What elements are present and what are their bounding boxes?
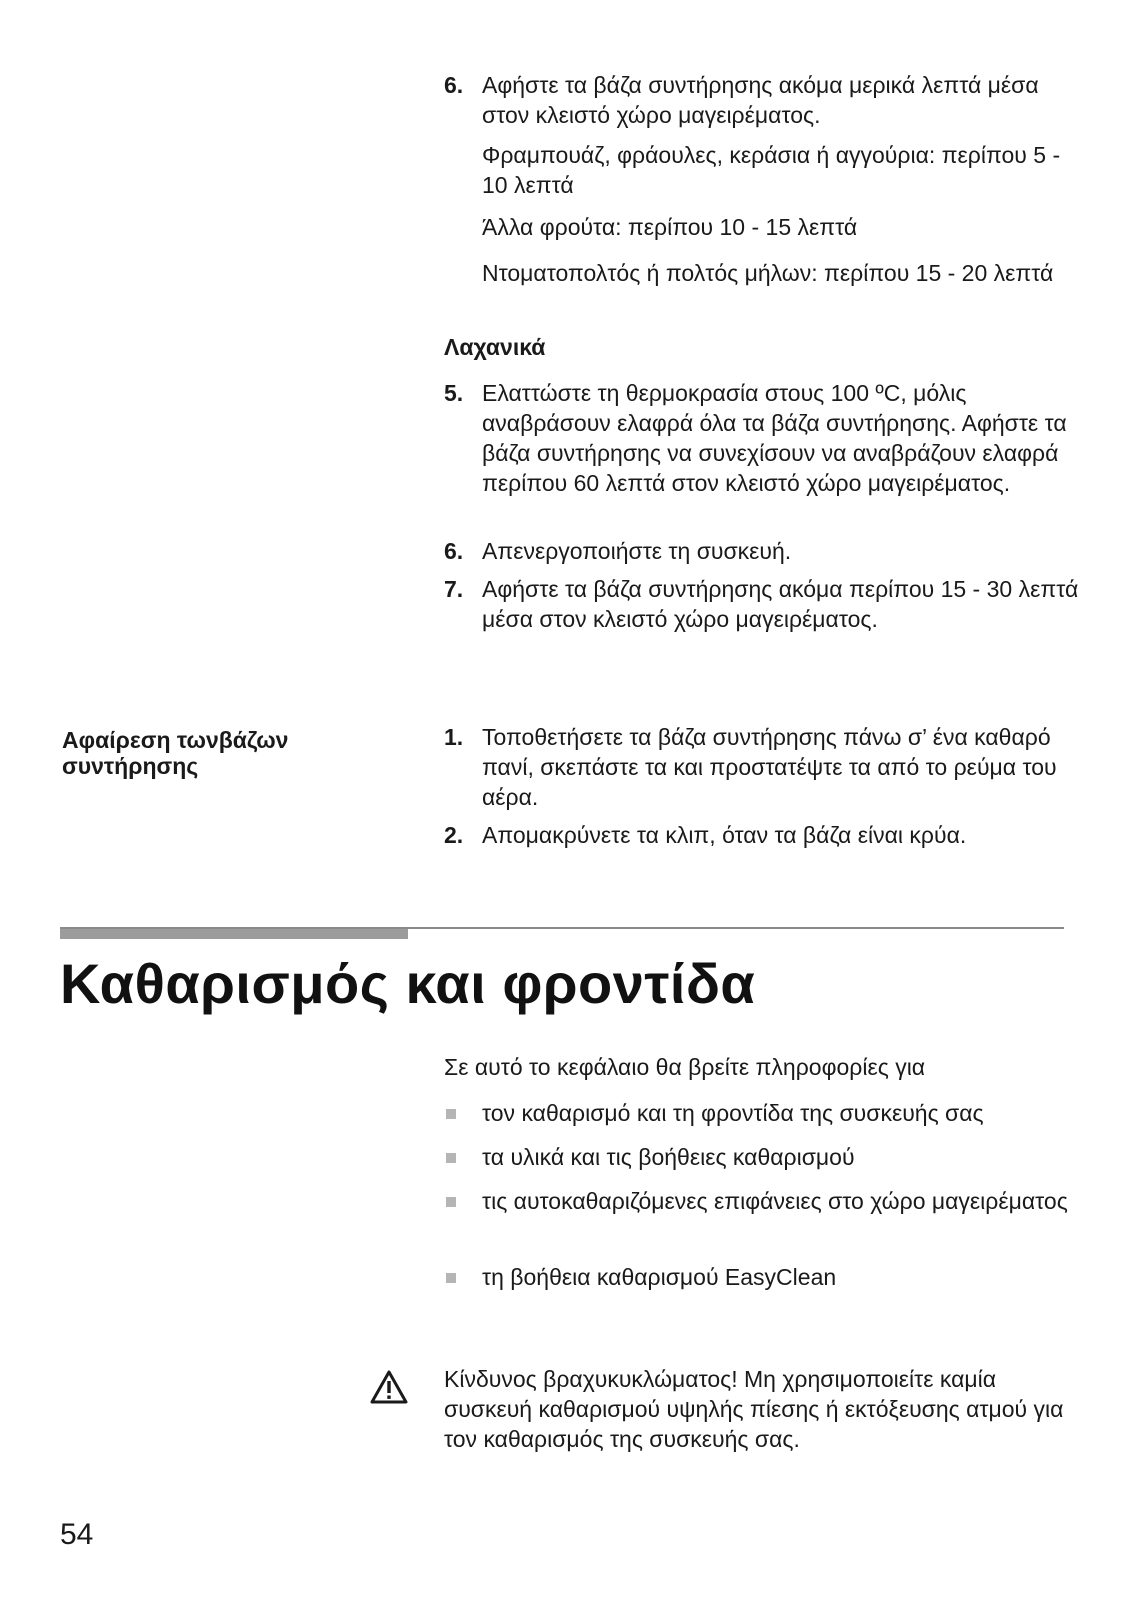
puree-time: Ντοματοπολτός ή πολτός μήλων: περίπου 15 - 20 λεπτά [482,260,1054,286]
bullet-square-icon [446,1109,456,1119]
other-fruit-time: Άλλα φρούτα: περίπου 10 - 15 λεπτά [482,214,858,240]
list-item-text: τις αυτοκαθαριζόμενες επιφάνειες στο χώρο μαγειρέματος [482,1188,1068,1214]
chapter-title: Καθαρισμός και φροντίδα [60,952,756,1015]
step-number: 6. [444,538,464,564]
chapter-intro: Σε αυτό το κεφάλαιο θα βρείτε πληροφορίες για [444,1054,926,1080]
step-text: Αφήστε τα βάζα συντήρησης ακόμα περίπου 15 - 30 λεπτά μέσα στον κλειστό χώρο μαγειρέματος. [482,576,1079,632]
list-item-text: τη βοήθεια καθαρισμού EasyClean [482,1264,837,1290]
step-number: 7. [444,576,464,602]
vegetables-heading: Λαχανικά [444,334,546,360]
step-text: Ελαττώστε τη θερμοκρασία στους 100 ºC, μόλις αναβράσουν ελαφρά όλα τα βάζα συντήρησης. Αφήστε τα βάζα συντήρησης να συνεχίσουν να αναβράζουν ελαφρά περίπου 60 λεπτά στον κλειστό χώρο μαγειρέματος. [482,380,1067,496]
warning-triangle-icon [370,1370,408,1404]
warning-text: Κίνδυνος βραχυκυκλώματος! Μη χρησιμοποιείτε καμία συσκευή καθαρισμού υψηλής πίεσης ή εκτόξευσης ατμού για τον καθαρισμός της συσκευής σας. [444,1366,1064,1452]
bullet-square-icon [446,1153,456,1163]
list-item-text: τα υλικά και τις βοήθειες καθαρισμού [482,1144,855,1170]
list-item-text: τον καθαρισμό και τη φροντίδα της συσκευής σας [482,1100,984,1126]
page-number: 54 [60,1518,94,1551]
step-text: Απενεργοποιήστε τη συσκευή. [482,538,792,564]
step-number: 1. [444,724,464,750]
step-number: 5. [444,380,464,406]
step-number: 6. [444,72,464,98]
step-text: Τοποθετήσετε τα βάζα συντήρησης πάνω σ’ ένα καθαρό πανί, σκεπάστε τα και προστατέψτε τα από το ρεύμα του αέρα. [482,724,1057,810]
step-number: 2. [444,822,464,848]
removal-side-heading: Αφαίρεση τωνβάζων συντήρησης [62,727,289,779]
bullet-square-icon [446,1273,456,1283]
bullet-square-icon [446,1197,456,1207]
chapter-divider-bar [60,929,408,939]
step-text: Αφήστε τα βάζα συντήρησης ακόμα μερικά λεπτά μέσα στον κλειστό χώρο μαγειρέματος. [482,72,1039,128]
strawberries-time: Φραμπουάζ, φράουλες, κεράσια ή αγγούρια: περίπου 5 - 10 λεπτά [482,142,1061,198]
step-text: Απομακρύνετε τα κλιπ, όταν τα βάζα είναι κρύα. [482,822,967,848]
